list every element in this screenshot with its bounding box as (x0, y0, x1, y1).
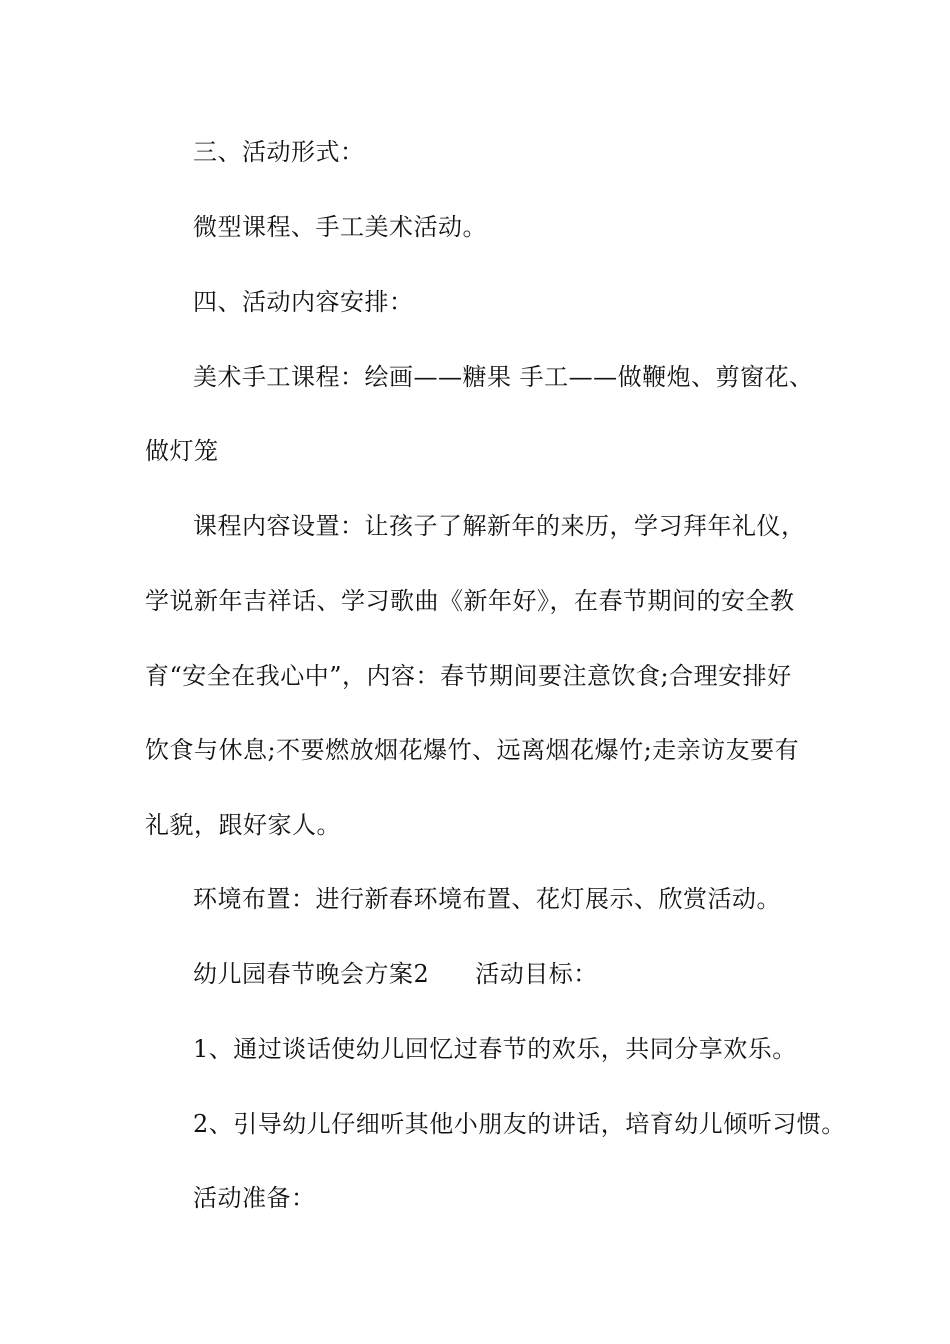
goal-item-2: 2、引导幼儿仔细听其他小朋友的讲话，培育幼儿倾听习惯。 (193, 1110, 846, 1138)
section-heading-activity-form: 三、活动形式： (193, 138, 365, 166)
goal-item-1: 1、通过谈话使幼儿回忆过春节的欢乐，共同分享欢乐。 (193, 1035, 797, 1063)
goal-heading: 活动目标： (475, 960, 598, 988)
paragraph-course-content-line-2: 学说新年吉祥话、学习歌曲《新年好》，在春节期间的安全教 (145, 587, 795, 615)
paragraph-art-course-line-1: 美术手工课程：绘画——糖果 手工——做鞭炮、剪窗花、 (193, 363, 814, 391)
section-heading-content-arrangement: 四、活动内容安排： (193, 288, 414, 316)
paragraph-course-content-line-4: 饮食与休息;不要燃放烟花爆竹、远离烟花爆竹;走亲访友要有 (145, 736, 800, 764)
plan-title-line (193, 959, 598, 989)
paragraph-course-content-line-5: 礼貌，跟好家人。 (145, 811, 341, 839)
paragraph-activity-form: 微型课程、手工美术活动。 (193, 213, 487, 241)
paragraph-course-content-line-3: 育“安全在我心中”，内容：春节期间要注意饮食;合理安排好 (145, 662, 792, 690)
plan-title: 幼儿园春节晚会方案2 (193, 960, 430, 988)
section-heading-preparation: 活动准备： (193, 1184, 316, 1212)
paragraph-art-course-line-2: 做灯笼 (145, 437, 219, 465)
paragraph-course-content-line-1: 课程内容设置：让孩子了解新年的来历，学习拜年礼仪， (193, 512, 806, 540)
paragraph-environment-layout: 环境布置：进行新春环境布置、花灯展示、欣赏活动。 (193, 885, 781, 913)
